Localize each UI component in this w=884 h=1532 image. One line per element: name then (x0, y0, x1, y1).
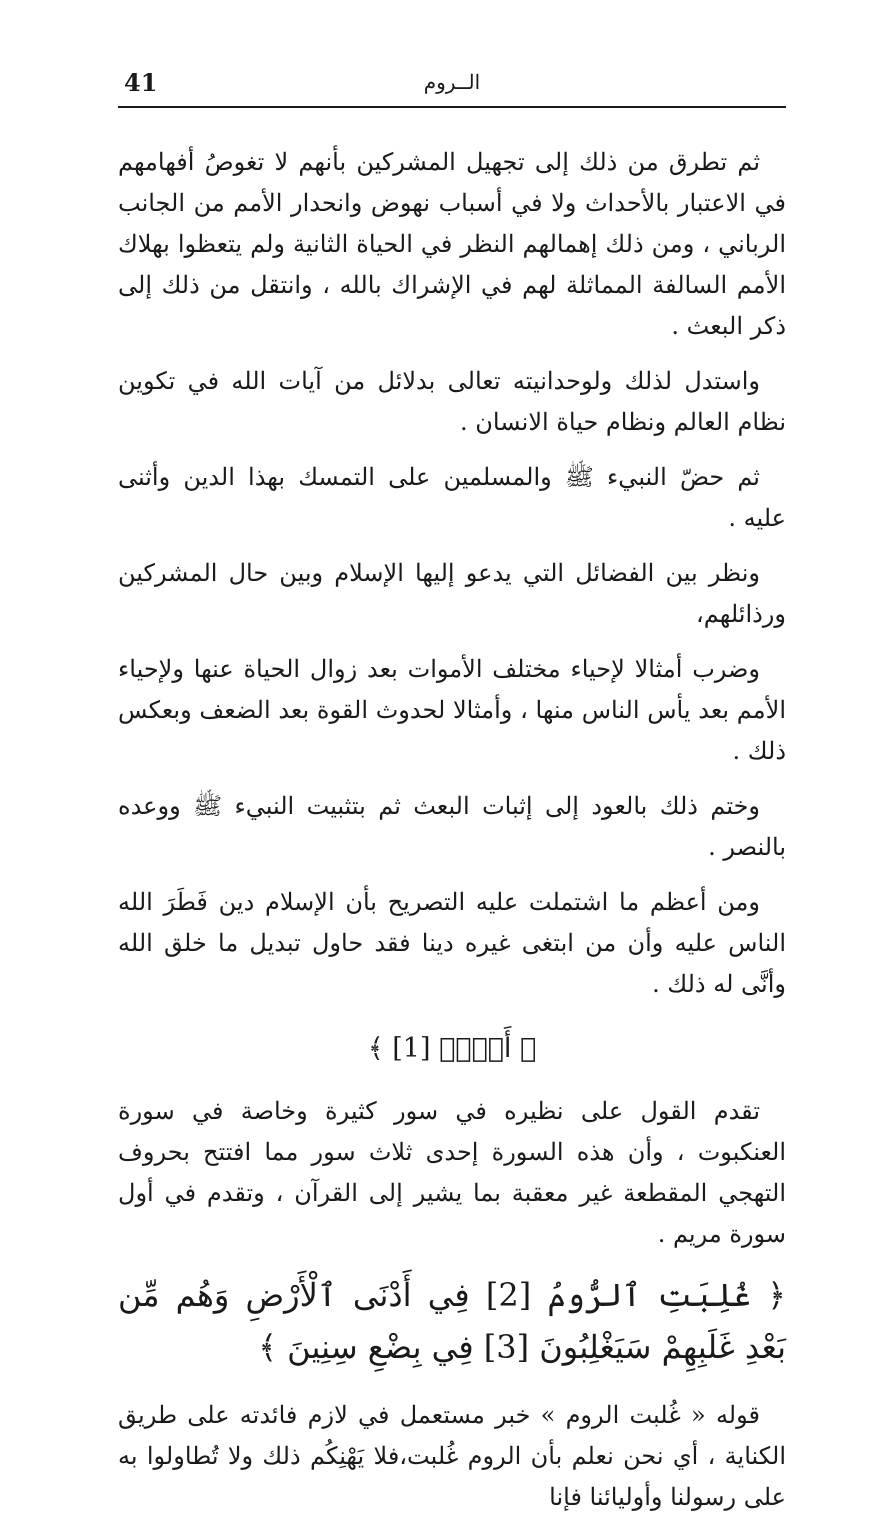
header-rule (118, 106, 786, 108)
quran-verse: ﴿ أَلۤمۤ [1] ﴾ (367, 1033, 537, 1064)
page-number: 41 (124, 68, 158, 97)
commentary-paragraph: تقدم القول على نظيره في سور كثيرة وخاصة في سورة العنكبوت ، وأن هذه السورة إحدى ثلاث سور مما افتتح بحروف التهجي المقطعة غير معقبة بما يشير إلى القرآن ، وتقدم في أول سورة مريم . (118, 1097, 786, 1248)
quran-verse: ﴿ غُلِبَتِ ٱلرُّومُ [2] فِي أَدْنَى ٱلْأَرْضِ وَهُم مِّن بَعْدِ غَلَبِهِمْ سَيَغْلِبُونَ [3] فِي بِضْعِ سِنِينَ ﴾ (118, 1276, 787, 1366)
paragraph: ومن أعظم ما اشتملت عليه التصريح بأن الإسلام دين فَطَرَ الله الناس عليه وأن من ابتغى غيره دينا فقد حاول تبديل ما خلق الله وأنَّى له ذلك . (118, 888, 786, 998)
paragraph: ثم حضّ النبيء ﷺ والمسلمين على التمسك بهذا الدين وأثنى عليه . (118, 463, 786, 532)
paragraph: وضرب أمثالا لإحياء مختلف الأموات بعد زوال الحياة عنها ولإحياء الأمم بعد يأس الناس منها ، وأمثالا لحدوث القوة بعد الضعف وبعكس ذلك . (118, 655, 786, 765)
running-title: الــروم (423, 70, 481, 94)
paragraph: واستدل لذلك ولوحدانيته تعالى بدلائل من آيات الله في تكوين نظام العالم ونظام حياة الانسان . (118, 367, 786, 436)
commentary-paragraph: قوله « غُلبت الروم » خبر مستعمل في لازم فائدته على طريق الكناية ، أي نحن نعلم بأن الروم غُلبت،فلا يَهْنِكُم ذلك ولا تُطاولوا به على رسولنا وأوليائنا فإنا (118, 1401, 786, 1511)
paragraph: ثم تطرق من ذلك إلى تجهيل المشركين بأنهم لا تغوصُ أفهامهم في الاعتبار بالأحداث ولا في أسباب نهوض وانحدار الأمم من الجانب الرباني ، ومن ذلك إهمالهم النظر في الحياة الثانية ولم يتعظوا بهلاك الأمم السالفة المماثلة لهم في الإشراك بالله ، وانتقل من ذلك إلى ذكر البعث . (118, 148, 786, 340)
page-body (118, 142, 786, 1532)
page-header (118, 66, 786, 100)
paragraph: وختم ذلك بالعود إلى إثبات البعث ثم بتثبيت النبيء ﷺ ووعده بالنصر . (118, 792, 786, 861)
paragraph: ونظر بين الفضائل التي يدعو إليها الإسلام وبين حال المشركين ورذائلهم، (118, 559, 786, 628)
